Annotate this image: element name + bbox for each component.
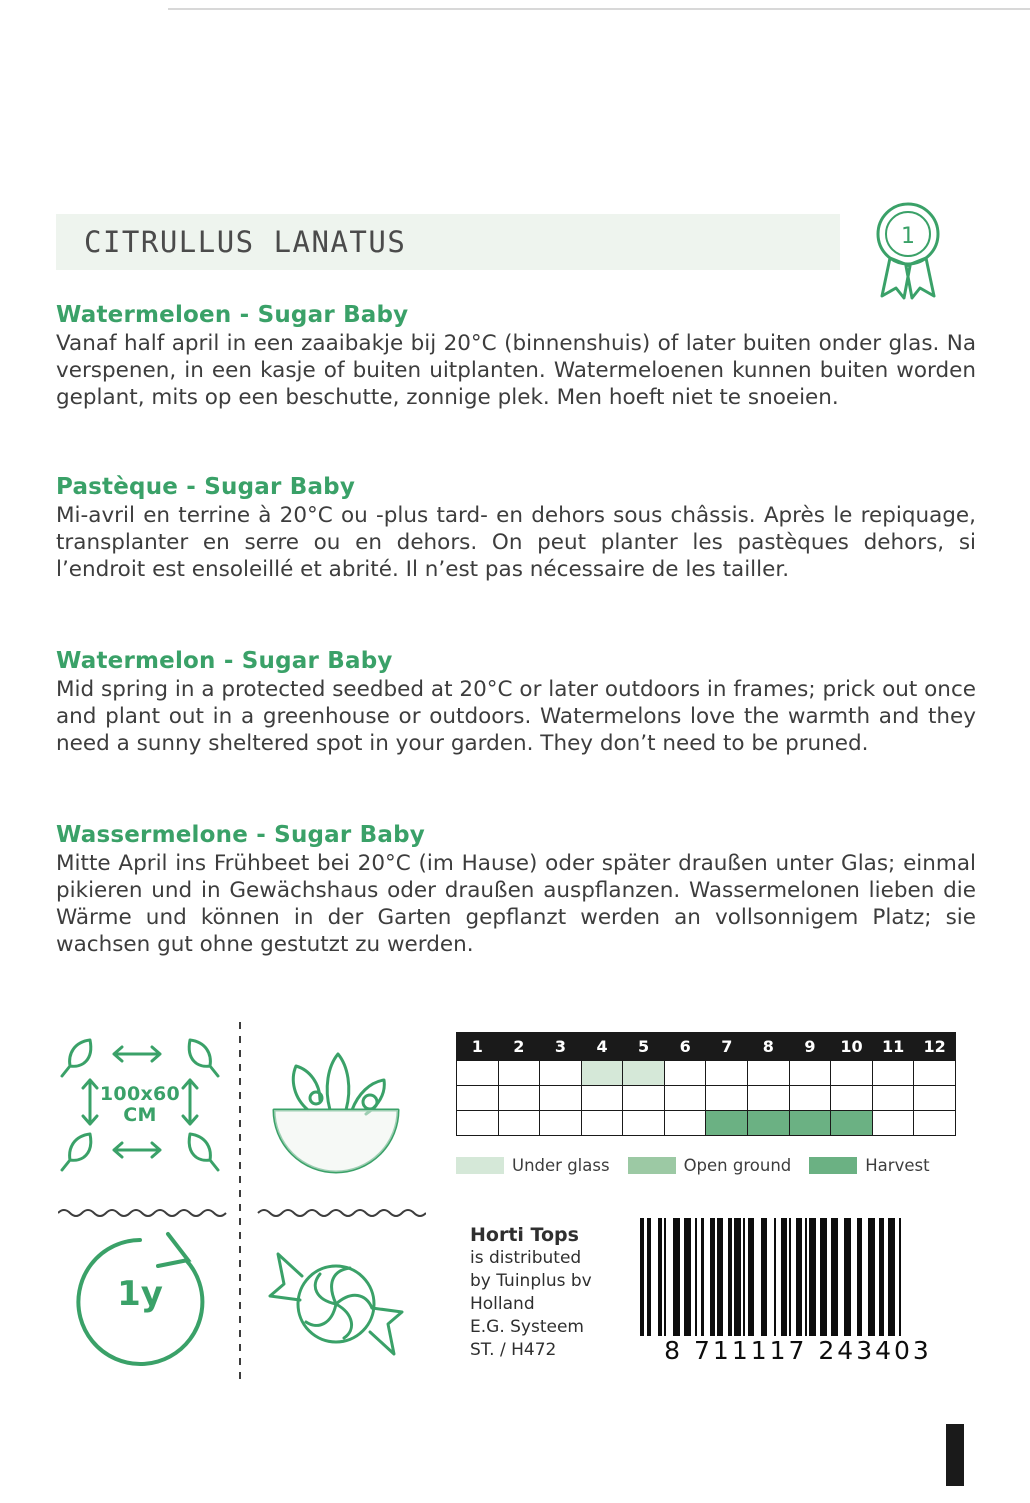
calendar-cell-active: [748, 1111, 790, 1136]
legend-swatch-under-glass: [456, 1157, 504, 1174]
calendar-cell: [664, 1061, 706, 1086]
species-header-band: [56, 214, 840, 270]
month-cell: 1: [457, 1033, 499, 1061]
print-registration-mark: [946, 1424, 964, 1486]
section-de-heading: Wassermelone - Sugar Baby: [56, 822, 425, 848]
calendar-cell: [872, 1086, 914, 1111]
plant-spacing-label: 100x60 CM: [99, 1083, 181, 1126]
month-cell: 10: [831, 1033, 873, 1061]
month-cell: 4: [581, 1033, 623, 1061]
section-de: [56, 822, 976, 958]
calendar-cell: [748, 1061, 790, 1086]
section-nl-body: Vanaf half april in een zaaibakje bij 20°C (binnenshuis) of later buiten onder glas. Na verspenen, in een kasje of buiten uitplanten. Watermeloenen kunnen buiten worden geplant, mits op een beschutte, zonnige plek. Men hoeft niet te snoeien.: [56, 331, 976, 410]
calendar-cell: [872, 1111, 914, 1136]
month-cell: 8: [748, 1033, 790, 1061]
calendar-cell: [623, 1086, 665, 1111]
month-cell: 12: [914, 1033, 956, 1061]
month-cell: 5: [623, 1033, 665, 1061]
month-cell: 7: [706, 1033, 748, 1061]
section-de-body: Mitte April ins Frühbeet bei 20°C (im Hause) oder später draußen unter Glas; einmal pikieren und in Gewächshaus oder draußen auspflanzen. Wassermelonen lieben die Wärme und können in der Garten gepflanzt werden an vollsonnigem Platz; sie wachsen gut ohne gestutzt zu werden.: [56, 851, 976, 957]
calendar-cell: [872, 1061, 914, 1086]
calendar-cell: [914, 1086, 956, 1111]
calendar-cell: [914, 1061, 956, 1086]
calendar-cell: [581, 1111, 623, 1136]
brand-name: Horti Tops: [470, 1224, 579, 1246]
calendar-row-open-ground: [457, 1086, 956, 1111]
calendar-cell: [789, 1061, 831, 1086]
barcode-digits: 8 711117 243403: [664, 1336, 932, 1365]
distributor-line-5: ST. / H472: [470, 1340, 557, 1360]
calendar-table: [456, 1032, 956, 1136]
section-nl: [56, 302, 976, 411]
plant-spacing-icon: [56, 1018, 224, 1186]
calendar-cell-active: [623, 1061, 665, 1086]
calendar-cell: [540, 1061, 582, 1086]
distributor-info: [470, 1224, 592, 1362]
calendar-cell: [706, 1061, 748, 1086]
calendar-cell: [457, 1061, 499, 1086]
section-en-body: Mid spring in a protected seedbed at 20°C or later outdoors in frames; prick out once and plant out in a greenhouse or outdoors. Watermelons love the warmth and they need a sunny sheltered spot in your garden. They don’t need to be pruned.: [56, 677, 976, 756]
calendar-cell: [831, 1086, 873, 1111]
calendar-cell: [789, 1086, 831, 1111]
calendar-cell-active: [706, 1111, 748, 1136]
vertical-dashed-divider: [239, 1022, 241, 1382]
calendar-cell-active: [789, 1111, 831, 1136]
calendar-cell: [664, 1111, 706, 1136]
horizontal-wavy-divider: [58, 1204, 426, 1206]
rosette-icon: [862, 196, 954, 302]
calendar-cell: [457, 1111, 499, 1136]
month-cell: 3: [540, 1033, 582, 1061]
wrapped-candy-icon: [252, 1218, 420, 1386]
month-cell: 11: [872, 1033, 914, 1061]
salad-bowl-icon: [252, 1018, 420, 1186]
calendar-cell-active: [831, 1111, 873, 1136]
section-fr-body: Mi-avril en terrine à 20°C ou -plus tard- en dehors sous châssis. Après le repiquage, transplanter en serre ou en dehors. On peut planter les pastèques dehors, si l’endroit est ensoleillé et abrité. Il n’est pas nécessaire de les tailler.: [56, 503, 976, 582]
legend-item-harvest: [809, 1156, 929, 1175]
calendar-row-under-glass: [457, 1061, 956, 1086]
calendar-cell: [581, 1086, 623, 1111]
barcode: [640, 1218, 956, 1368]
section-fr-heading: Pastèque - Sugar Baby: [56, 474, 356, 500]
barcode-bars: [640, 1218, 956, 1336]
distributor-line-3: Holland: [470, 1294, 535, 1314]
calendar-cell: [540, 1111, 582, 1136]
calendar-legend: [456, 1156, 956, 1175]
legend-label-harvest: Harvest: [865, 1156, 930, 1175]
calendar-cell: [540, 1086, 582, 1111]
month-cell: 9: [789, 1033, 831, 1061]
distributor-line-1: is distributed: [470, 1248, 582, 1268]
legend-item-open-ground: [628, 1156, 792, 1175]
section-nl-heading: Watermeloen - Sugar Baby: [56, 302, 409, 328]
section-en-heading: Watermelon - Sugar Baby: [56, 648, 393, 674]
legend-swatch-open-ground: [628, 1157, 676, 1174]
calendar-cell: [457, 1086, 499, 1111]
month-cell: 6: [664, 1033, 706, 1061]
calendar-cell: [748, 1086, 790, 1111]
legend-label-open-ground: Open ground: [683, 1156, 792, 1175]
seed-viability-label: 1y: [117, 1274, 163, 1314]
calendar-cell: [623, 1111, 665, 1136]
legend-label-under-glass: Under glass: [512, 1156, 610, 1175]
calendar-cell: [498, 1111, 540, 1136]
seed-viability-icon: [56, 1218, 224, 1386]
calendar-cell: [706, 1086, 748, 1111]
svg-text:1: 1: [901, 224, 915, 249]
calendar-header-row: [457, 1033, 956, 1061]
calendar-row-harvest: [457, 1111, 956, 1136]
calendar-cell: [498, 1061, 540, 1086]
calendar-cell: [498, 1086, 540, 1111]
top-divider: [168, 8, 1030, 10]
sowing-calendar: [456, 1032, 956, 1136]
calendar-cell: [831, 1061, 873, 1086]
section-fr: [56, 474, 976, 583]
page-title: CITRULLUS LANATUS: [84, 225, 407, 259]
legend-item-under-glass: [456, 1156, 610, 1175]
month-cell: 2: [498, 1033, 540, 1061]
calendar-cell: [664, 1086, 706, 1111]
distributor-line-2: by Tuinplus bv: [470, 1271, 592, 1291]
calendar-cell-active: [581, 1061, 623, 1086]
calendar-cell: [914, 1111, 956, 1136]
pictogram-panel: [56, 1018, 428, 1386]
legend-swatch-harvest: [809, 1157, 857, 1174]
distributor-line-4: E.G. Systeem: [470, 1317, 584, 1337]
section-en: [56, 648, 976, 757]
